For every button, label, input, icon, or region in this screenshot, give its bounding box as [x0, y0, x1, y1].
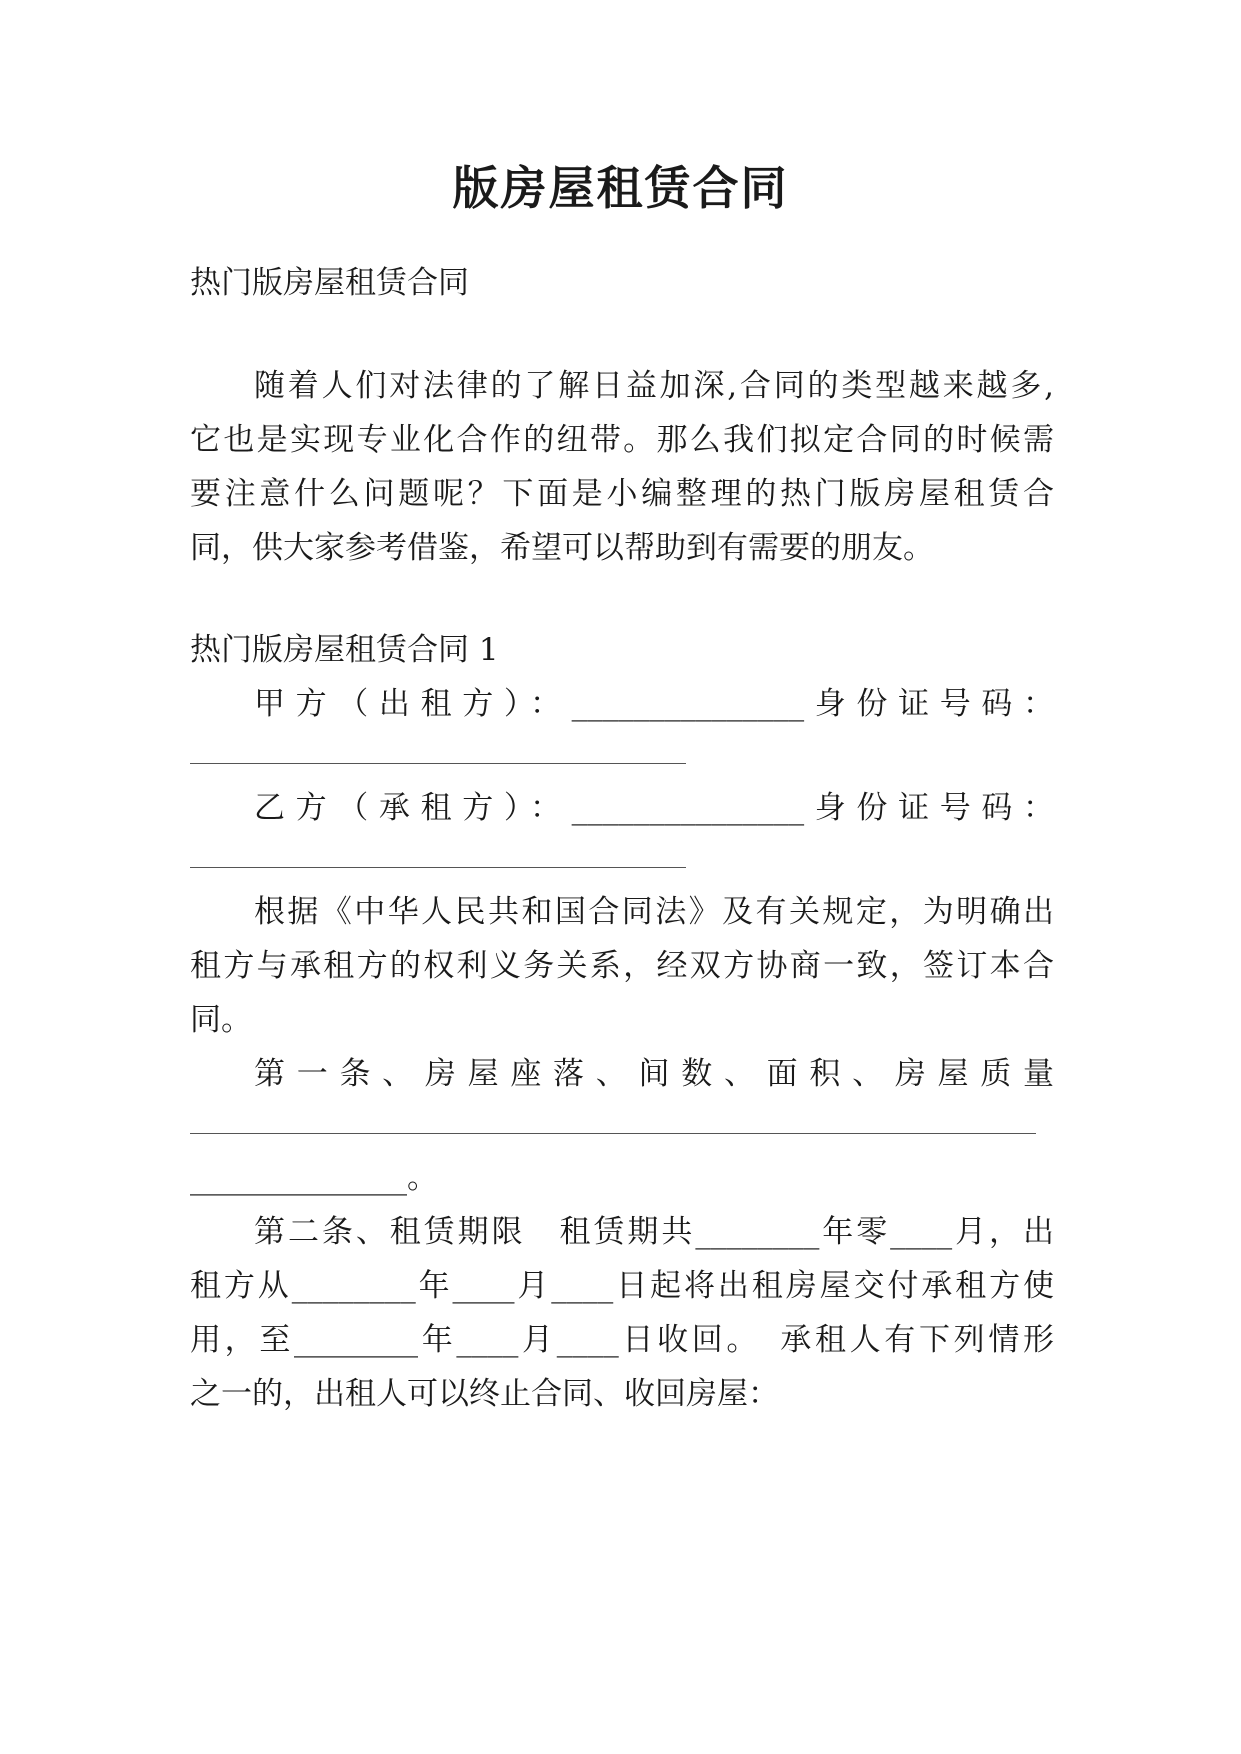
- party-b-line: 乙方（承租方）：_______________身份证号码：: [254, 790, 1054, 826]
- basis-line-3: 同。: [190, 1002, 252, 1038]
- article-1-tail: ______________。: [190, 1160, 438, 1196]
- article-1-heading: 第一条、房屋座落、间数、面积、房屋质量: [254, 1056, 1054, 1092]
- article-2-line-4: 之一的，出租人可以终止合同、收回房屋：: [190, 1376, 779, 1412]
- article-2-line-2: 租方从________年____月____日起将出租房屋交付承租方使: [190, 1268, 1054, 1304]
- article-2-line-1: 第二条、租赁期限 租赁期共________年零____月，出: [254, 1214, 1054, 1250]
- intro-line-1: 随着人们对法律的了解日益加深,合同的类型越来越多,: [254, 368, 1054, 404]
- basis-line-1: 根据《中华人民共和国合同法》及有关规定，为明确出: [254, 894, 1054, 930]
- intro-line-2: 它也是实现专业化合作的纽带。那么我们拟定合同的时候需: [190, 422, 1054, 458]
- party-b-id-blank: [190, 867, 686, 868]
- intro-line-3: 要注意什么问题呢？下面是小编整理的热门版房屋租赁合: [190, 476, 1054, 512]
- party-a-id-blank: [190, 763, 686, 764]
- intro-line-4: 同，供大家参考借鉴，希望可以帮助到有需要的朋友。: [190, 530, 934, 566]
- article-2-line-3: 用，至________年____月____日收回。 承租人有下列情形: [190, 1322, 1054, 1358]
- party-a-line: 甲方（出租方）：_______________身份证号码：: [254, 686, 1054, 722]
- article-1-blank: [190, 1133, 1036, 1134]
- basis-line-2: 租方与承租方的权利义务关系，经双方协商一致，签订本合: [190, 948, 1054, 984]
- document-subtitle: 热门版房屋租赁合同: [190, 265, 469, 301]
- contract-heading: 热门版房屋租赁合同 1: [190, 632, 499, 668]
- document-title: 版房屋租赁合同: [452, 161, 789, 215]
